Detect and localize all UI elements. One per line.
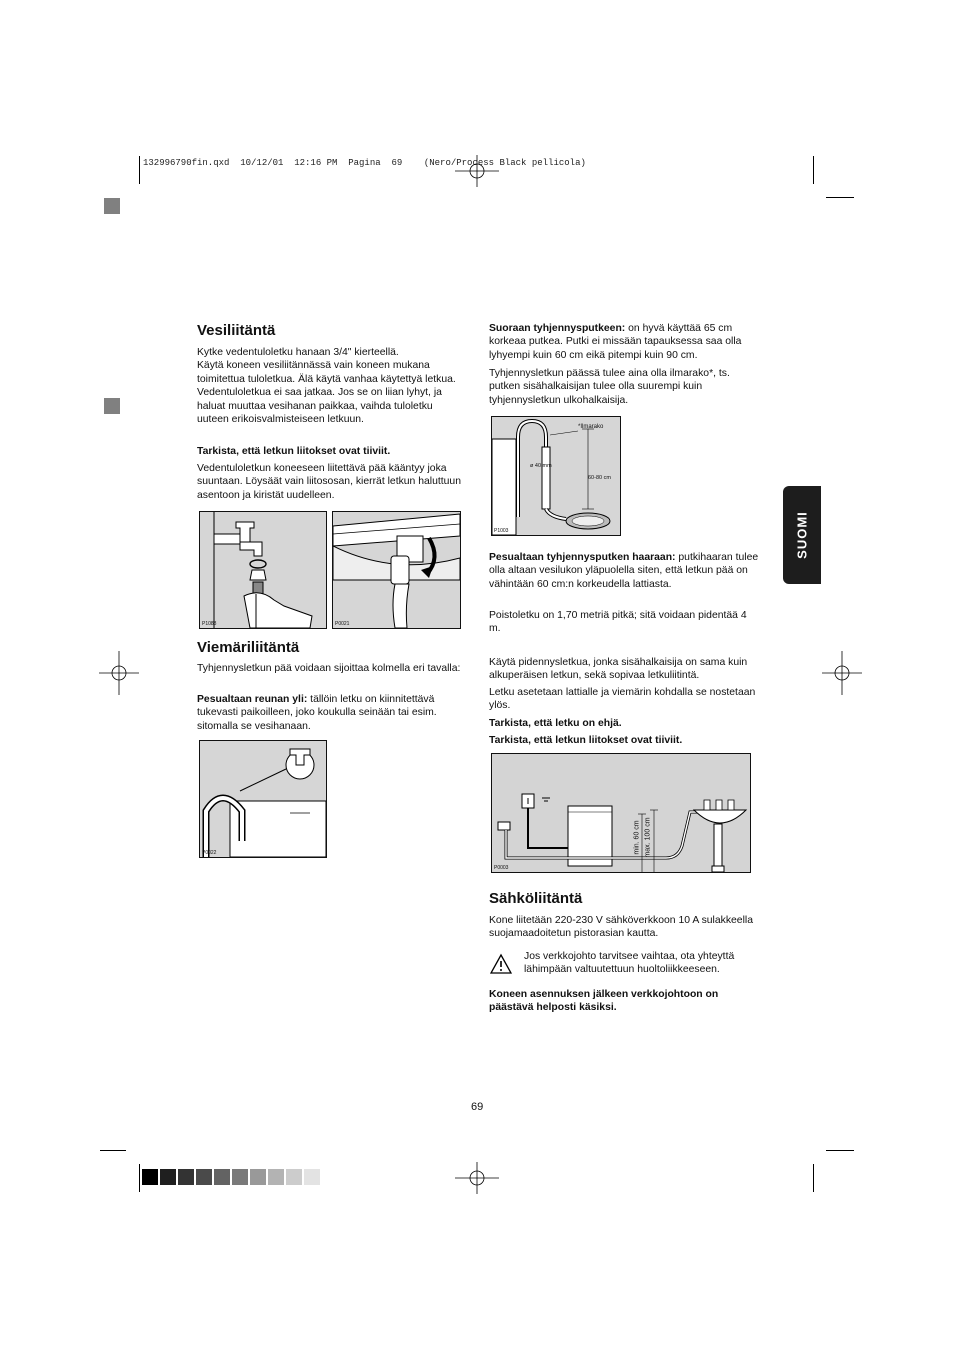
drain-direct-paragraph — [489, 322, 759, 362]
sahko-bold-note: Koneen asennuksen jälkeen verkkojohtoon on päästävä helposti käsiksi. — [489, 989, 719, 1014]
crop-mark — [826, 1150, 854, 1151]
color-swatch — [142, 1169, 158, 1185]
figure-label-max: max. 100 cm — [644, 817, 652, 858]
figure-standpipe — [491, 416, 621, 536]
vesi-paragraph-1: Kytke vedentuloletku hanaan 3/4" kierteellä. Käytä koneen vesiliitännässä vain koneen mukana toimitettua tuloletkua. Älä käytä vanhaa käytettyä letkua. Vedentuloletkua ei saa jatkaa. Jos se on liian lyhyt, ja haluat muuttaa vesihanan paikkaa, vaihda tuloletku uuteen erikoisvalmisteiseen letkuun. — [197, 347, 456, 426]
color-swatch — [214, 1169, 230, 1185]
figure-tap-connection — [199, 511, 327, 629]
color-swatch — [160, 1169, 176, 1185]
gray-marker — [104, 198, 120, 214]
warning-text: Jos verkkojohto tarvitsee vaihtaa, ota yhteyttä lähimpään valtuutettuun huoltoliikkeeseen. — [524, 951, 735, 976]
gray-marker — [104, 398, 120, 414]
figure-installation-overview — [491, 753, 751, 873]
section-heading-sahkoliitanta: Sähköliitäntä — [489, 890, 583, 907]
registration-mark-icon — [99, 651, 139, 695]
color-swatch — [232, 1169, 248, 1185]
viem-paragraph-1: Tyhjennysletkun pää voidaan sijoittaa kolmella eri tavalla: — [197, 663, 461, 674]
figure-label-diameter: ø 40 mm — [530, 463, 552, 469]
sink-branch-paragraph — [489, 551, 759, 591]
registration-mark-icon — [455, 1162, 499, 1194]
figure-label-height: 60-80 cm — [588, 475, 611, 481]
sink-branch-lead: Pesualtaan tyhjennysputken haaraan: — [489, 552, 676, 563]
sink-branch-text: putkihaaran tulee olla altaan vesilukon yläpuolella siten, että letkun pää on vähintään 60 cm:n korkeudella lattiasta. — [489, 552, 759, 590]
air-gap-paragraph: Tyhjennysletkun päässä tulee aina olla ilmarako*, ts. putken sisähalkaisijan tulee olla suurempi kuin tyhjennysletkun ulkohalkaisija. — [489, 368, 730, 406]
figure-sink-edge — [199, 740, 327, 858]
color-swatch — [196, 1169, 212, 1185]
viem-paragraph-2-text: tällöin letku on kiinnitettävä tukevasti paikoilleen, joko koukulla seinään tai esim. sitomalla se vesihanaan. — [197, 694, 437, 732]
crop-mark — [813, 156, 814, 184]
figure-code: P0021 — [335, 621, 350, 627]
color-swatch — [286, 1169, 302, 1185]
warning-triangle-icon — [490, 953, 512, 975]
viem-paragraph-2-lead: Pesualtaan reunan yli: — [197, 694, 308, 705]
color-swatch — [178, 1169, 194, 1185]
vesi-paragraph-2: Vedentuloletkun koneeseen liitettävä pää kääntyy joka suuntaan. Löysäät vain liitososan, kierrät letkun haluttuun asentoon ja kiristät uudelleen. — [197, 463, 461, 501]
section-heading-vesiliitanta: Vesiliitäntä — [197, 322, 276, 339]
crop-mark — [813, 1164, 814, 1192]
extension-paragraph: Käytä pidennysletkua, jonka sisähalkaisija on sama kuin alkuperäisen letkun, sekä sopivaa letkuliitintä. — [489, 657, 748, 682]
language-tab — [783, 486, 821, 584]
figure-label-air-gap: *Ilmarako — [578, 424, 604, 430]
crop-mark — [826, 197, 854, 198]
crop-mark — [100, 1150, 126, 1151]
section-heading-viemariliitanta: Viemäriliitäntä — [197, 639, 300, 656]
registration-mark-icon — [822, 651, 862, 695]
sahko-paragraph: Kone liitetään 220-230 V sähköverkkoon 10 A sulakkeella suojamaadoitetun pistorasian kautta. — [489, 915, 753, 940]
page-number: 69 — [471, 1101, 484, 1113]
color-swatch — [268, 1169, 284, 1185]
language-tab-label: SUOMI — [794, 511, 810, 559]
figure-code: P1003 — [494, 528, 509, 534]
floor-paragraph: Letku asetetaan lattialle ja viemärin kohdalla se nostetaan ylös. — [489, 687, 756, 712]
drain-direct-text: on hyvä käyttää 65 cm korkeaa putkea. Putki ei missään tapauksessa saa olla lyhyempi kuin 60 cm eikä pitempi kuin 90 cm. — [489, 323, 742, 361]
figure-code: P0003 — [494, 865, 509, 871]
crop-mark — [139, 1164, 140, 1192]
print-header: 132996790fin.qxd 10/12/01 12:16 PM Pagina 69 (Nero/Process Black pellicola) — [143, 158, 586, 168]
figure-hose-rotation — [332, 511, 461, 629]
check-hose-note: Tarkista, että letku on ehjä. — [489, 718, 622, 729]
viem-paragraph-2 — [197, 693, 465, 733]
color-swatch — [304, 1169, 320, 1185]
hose-length-paragraph: Poistoletku on 1,70 metriä pitkä; sitä voidaan pidentää 4 m. — [489, 610, 747, 635]
color-swatch — [250, 1169, 266, 1185]
registration-mark-icon — [455, 155, 499, 187]
drain-direct-lead: Suoraan tyhjennysputkeen: — [489, 323, 626, 334]
vesi-bold-note: Tarkista, että letkun liitokset ovat tiiviit. — [197, 446, 391, 457]
crop-mark — [139, 156, 140, 184]
figure-code: P0022 — [202, 850, 217, 856]
check-joints-note: Tarkista, että letkun liitokset ovat tiiviit. — [489, 735, 683, 746]
figure-code: P1088 — [202, 621, 217, 627]
figure-label-min: min. 60 cm — [633, 820, 641, 855]
